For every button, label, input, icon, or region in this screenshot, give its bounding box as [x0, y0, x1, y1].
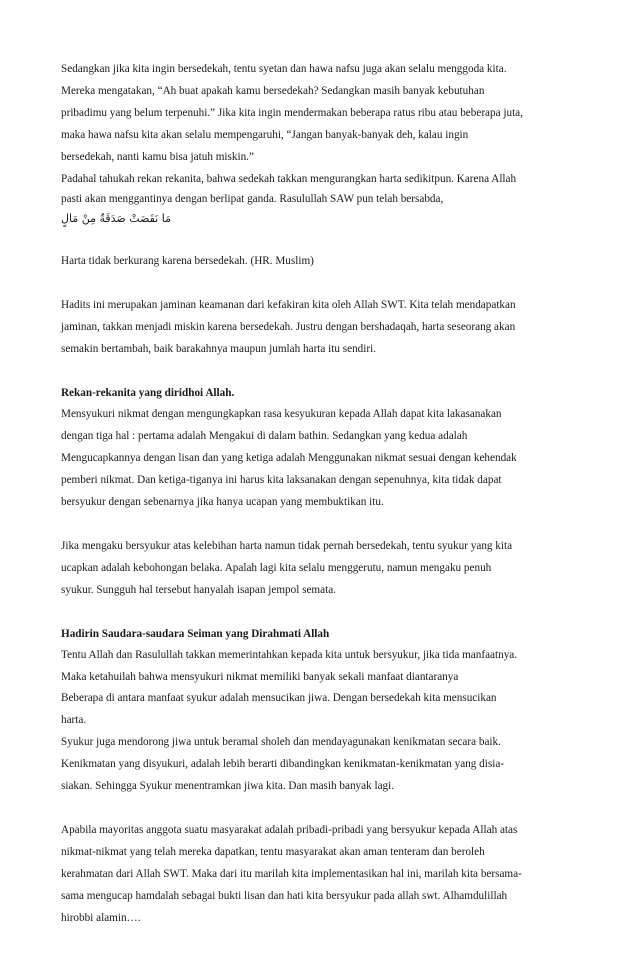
- paragraph-line: Tentu Allah dan Rasulullah takkan memerintahkan kepada kita untuk bersyukur, jika tida manfaatnya.: [61, 649, 518, 661]
- paragraph-line: Mereka mengatakan, “Ah buat apakah kamu bersedekah? Sedangkan masih banyak kebutuhan: [61, 85, 485, 97]
- paragraph-line: semakin bertambah, baik barakahnya maupun jumlah harta itu sendiri.: [61, 343, 377, 355]
- paragraph-line: Apabila mayoritas anggota suatu masyarakat adalah pribadi-pribadi yang bersyukur kepada Allah atas: [61, 824, 518, 836]
- paragraph-line: Maka ketahuilah bahwa mensyukuri nikmat memiliki banyak sekali manfaat diantaranya: [61, 671, 459, 683]
- paragraph-line: harta.: [61, 714, 87, 726]
- paragraph-line: Mengucapkannya dengan lisan dan yang ketiga adalah Menggunakan nikmat sesuai dengan kehendak: [61, 452, 517, 464]
- paragraph-line: hirobbi alamin….: [61, 912, 141, 924]
- paragraph-line: bersyukur dengan sebenarnya jika hanya ucapan yang membuktikan itu.: [61, 496, 384, 508]
- paragraph-line: pemberi nikmat. Dan ketiga-tiganya ini harus kita laksanakan dengan sepenuhnya, kita tidak dapat: [61, 474, 502, 486]
- hadith-translation: Harta tidak berkurang karena bersedekah. (HR. Muslim): [61, 255, 314, 267]
- paragraph-line: ucapkan adalah kebohongan belaka. Apalah lagi kita selalu menggerutu, namun mengaku penuh: [61, 562, 492, 574]
- paragraph-line: siakan. Sehingga Syukur menentramkan jiwa kita. Dan masih banyak lagi.: [61, 780, 395, 792]
- paragraph-line: dengan tiga hal : pertama adalah Mengakui di dalam bathin. Sedangkan yang kedua adalah: [61, 430, 468, 442]
- paragraph-line: pribadimu yang belum terpenuhi.” Jika kita ingin mendermakan beberapa ratus ribu atau beberapa juta,: [61, 107, 523, 119]
- section-heading: Hadirin Saudara-saudara Seiman yang Dirahmati Allah: [61, 628, 330, 640]
- section-heading: Rekan-rekanita yang diridhoi Allah.: [61, 387, 235, 399]
- paragraph-line: Padahal tahukah rekan rekanita, bahwa sedekah takkan mengurangkan harta sedikitpun. Karena Allah: [61, 173, 517, 185]
- paragraph-line: sama mengucap hamdalah sebagai bukti lisan dan hati kita bersyukur pada allah swt. Alhamdulillah: [61, 890, 508, 902]
- paragraph-line: Sedangkan jika kita ingin bersedekah, tentu syetan dan hawa nafsu juga akan selalu menggoda kita.: [61, 63, 507, 75]
- paragraph-line: Jika mengaku bersyukur atas kelebihan harta namun tidak pernah bersedekah, tentu syukur yang kita: [61, 540, 513, 552]
- paragraph-line: syukur. Sungguh hal tersebut hanyalah isapan jempol semata.: [61, 584, 336, 596]
- arabic-hadith: مَا نَقَصَتْ صَدَقَةٌ مِنْ مَالٍ: [61, 212, 171, 225]
- paragraph-line: Hadits ini merupakan jaminan keamanan dari kefakiran kita oleh Allah SWT. Kita telah mendapatkan: [61, 299, 516, 311]
- paragraph-line: pasti akan menggantinya dengan berlipat ganda. Rasulullah SAW pun telah bersabda,: [61, 193, 444, 205]
- paragraph-line: bersedekah, nanti kamu bisa jatuh miskin.”: [61, 151, 254, 163]
- paragraph-line: kerahmatan dari Allah SWT. Maka dari itu marilah kita implementasikan hal ini, marilah kita bersama-: [61, 868, 522, 880]
- paragraph-line: Kenikmatan yang disyukuri, adalah lebih berarti dibandingkan kenikmatan-kenikmatan yang disia-: [61, 758, 505, 770]
- paragraph-line: Mensyukuri nikmat dengan mengungkapkan rasa kesyukuran kepada Allah dapat kita lakasanakan: [61, 408, 502, 420]
- paragraph-line: nikmat-nikmat yang telah mereka dapatkan, tentu masyarakat akan aman tenteram dan beroleh: [61, 846, 485, 858]
- paragraph-line: maka hawa nafsu kita akan selalu mempengaruhi, “Jangan banyak-banyak deh, kalau ingin: [61, 129, 469, 141]
- paragraph-line: Syukur juga mendorong jiwa untuk beramal sholeh dan mendayagunakan kenikmatan secara baik.: [61, 736, 501, 748]
- paragraph-line: Beberapa di antara manfaat syukur adalah mensucikan jiwa. Dengan bersedekah kita mensucikan: [61, 692, 497, 704]
- paragraph-line: jaminan, takkan menjadi miskin karena bersedekah. Justru dengan bershadaqah, harta seseorang akan: [61, 321, 516, 333]
